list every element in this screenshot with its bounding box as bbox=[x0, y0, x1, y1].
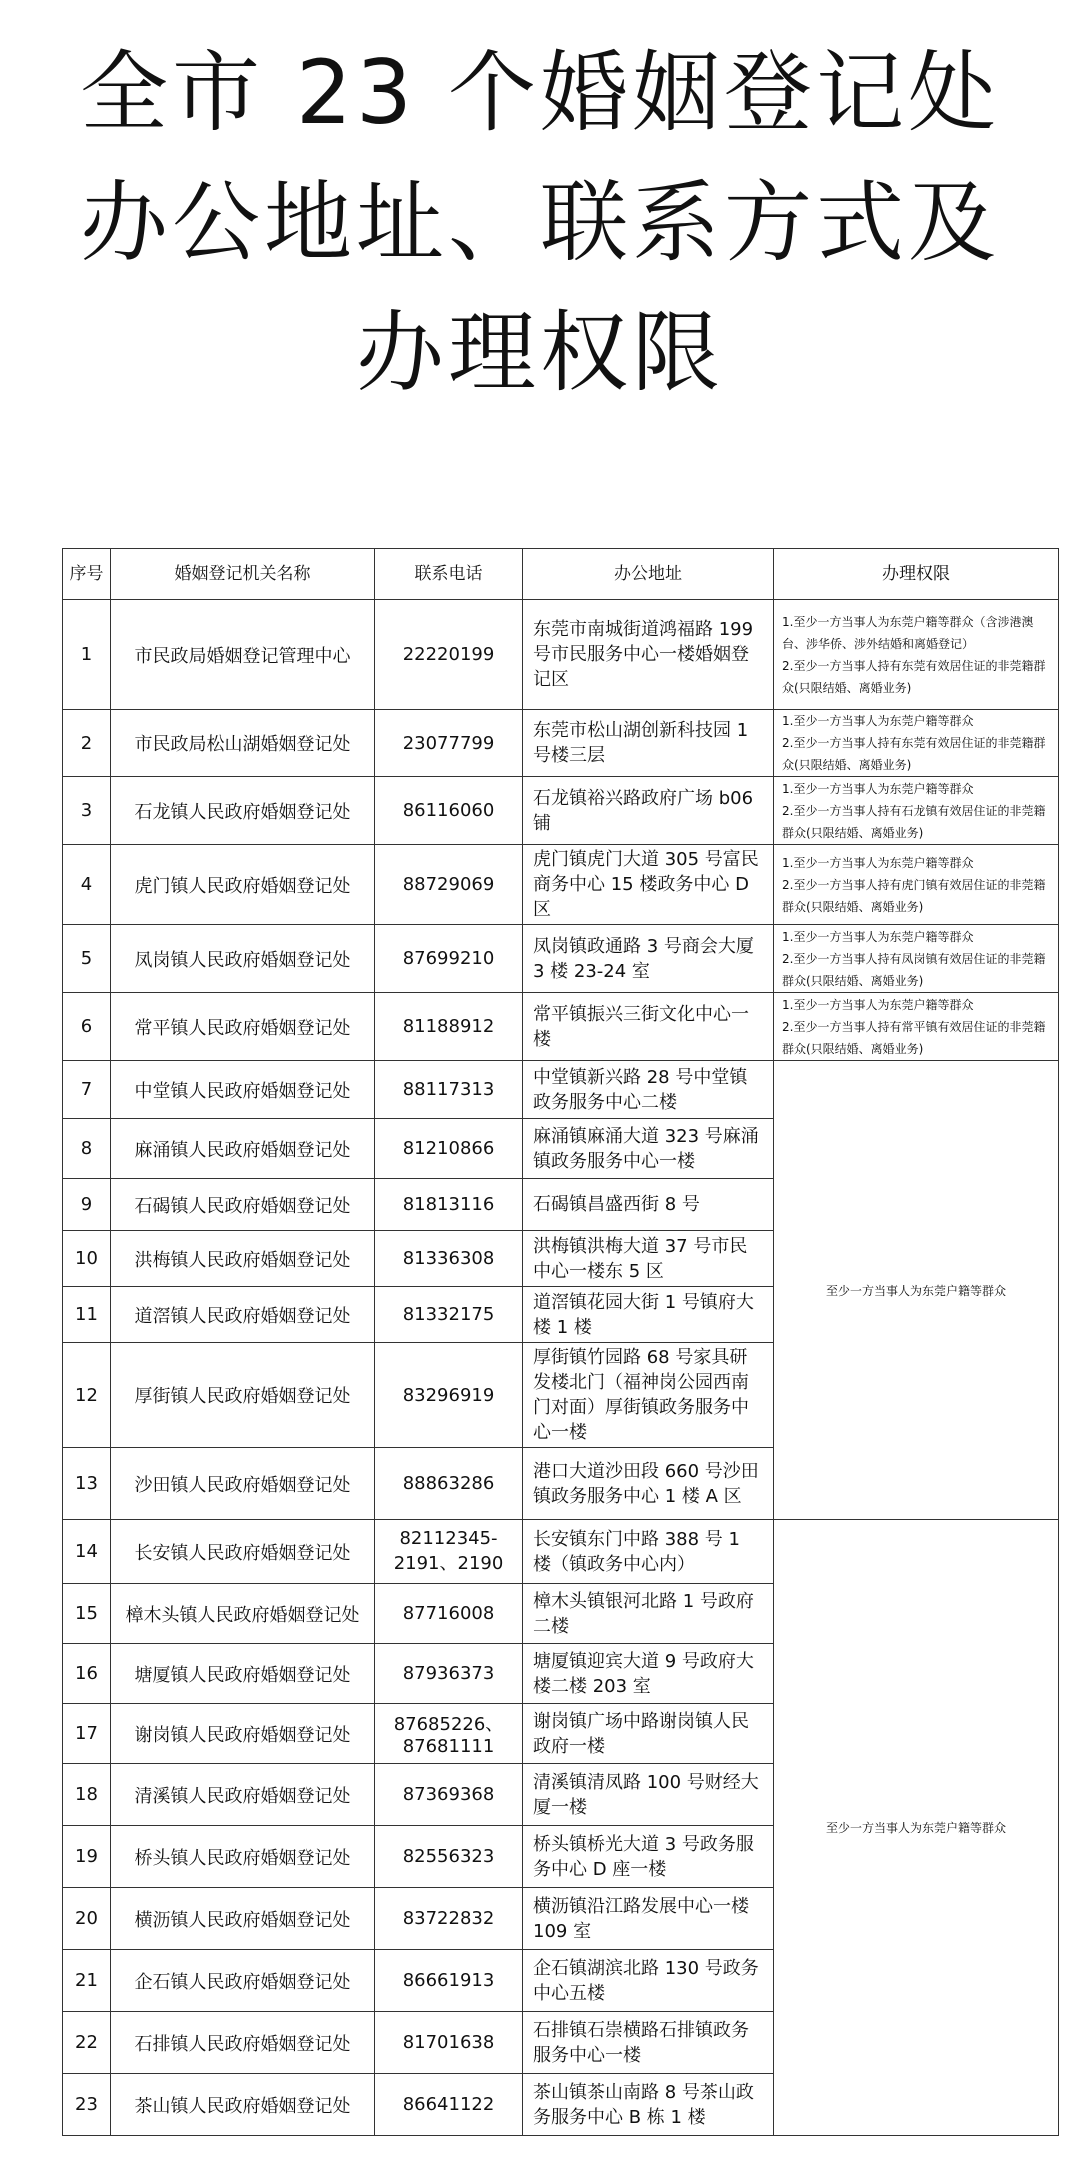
row-phone: 87685226、87681111 bbox=[375, 1704, 523, 1764]
row-permission bbox=[774, 993, 1059, 1061]
row-name: 道滘镇人民政府婚姻登记处 bbox=[111, 1287, 375, 1343]
row-name: 长安镇人民政府婚姻登记处 bbox=[111, 1520, 375, 1584]
row-name: 厚街镇人民政府婚姻登记处 bbox=[111, 1343, 375, 1448]
row-phone: 88729069 bbox=[375, 845, 523, 925]
row-phone: 87699210 bbox=[375, 925, 523, 993]
header-phone: 联系电话 bbox=[375, 549, 523, 600]
row-address: 道滘镇花园大街 1 号镇府大楼 1 楼 bbox=[523, 1287, 774, 1343]
row-no: 11 bbox=[63, 1287, 111, 1343]
table-row bbox=[63, 925, 1059, 993]
header-name: 婚姻登记机关名称 bbox=[111, 549, 375, 600]
row-permission bbox=[774, 710, 1059, 777]
row-no: 15 bbox=[63, 1584, 111, 1644]
row-permission bbox=[774, 925, 1059, 993]
row-address: 桥头镇桥光大道 3 号政务服务中心 D 座一楼 bbox=[523, 1826, 774, 1888]
row-no: 9 bbox=[63, 1179, 111, 1231]
table-header-row bbox=[63, 549, 1059, 600]
row-name: 常平镇人民政府婚姻登记处 bbox=[111, 993, 375, 1061]
row-name: 市民政局婚姻登记管理中心 bbox=[111, 600, 375, 710]
permission-item: 1.至少一方当事人为东莞户籍等群众 bbox=[782, 781, 974, 796]
permission-item: 1.至少一方当事人为东莞户籍等群众 bbox=[782, 855, 974, 870]
row-no: 19 bbox=[63, 1826, 111, 1888]
row-phone: 86641122 bbox=[375, 2074, 523, 2136]
table-row bbox=[63, 600, 1059, 710]
row-address: 港口大道沙田段 660 号沙田镇政务服务中心 1 楼 A 区 bbox=[523, 1448, 774, 1520]
row-no: 7 bbox=[63, 1061, 111, 1119]
header-address: 办公地址 bbox=[523, 549, 774, 600]
row-name: 谢岗镇人民政府婚姻登记处 bbox=[111, 1704, 375, 1764]
row-no: 14 bbox=[63, 1520, 111, 1584]
row-address: 清溪镇清凤路 100 号财经大厦一楼 bbox=[523, 1764, 774, 1826]
row-phone: 81188912 bbox=[375, 993, 523, 1061]
row-address: 谢岗镇广场中路谢岗镇人民政府一楼 bbox=[523, 1704, 774, 1764]
row-name: 塘厦镇人民政府婚姻登记处 bbox=[111, 1644, 375, 1704]
row-address: 茶山镇茶山南路 8 号茶山政务服务中心 B 栋 1 楼 bbox=[523, 2074, 774, 2136]
row-address: 凤岗镇政通路 3 号商会大厦 3 楼 23-24 室 bbox=[523, 925, 774, 993]
row-no: 12 bbox=[63, 1343, 111, 1448]
row-address: 石碣镇昌盛西街 8 号 bbox=[523, 1179, 774, 1231]
permission-item: 1.至少一方当事人为东莞户籍等群众 bbox=[782, 714, 974, 728]
table-row bbox=[63, 1061, 1059, 1119]
row-phone: 81210866 bbox=[375, 1119, 523, 1179]
row-phone: 82556323 bbox=[375, 1826, 523, 1888]
row-no: 3 bbox=[63, 777, 111, 845]
table-row bbox=[63, 777, 1059, 845]
row-no: 21 bbox=[63, 1950, 111, 2012]
row-phone: 88863286 bbox=[375, 1448, 523, 1520]
row-address: 常平镇振兴三街文化中心一楼 bbox=[523, 993, 774, 1061]
row-address: 企石镇湖滨北路 130 号政务中心五楼 bbox=[523, 1950, 774, 2012]
row-phone: 83296919 bbox=[375, 1343, 523, 1448]
row-no: 5 bbox=[63, 925, 111, 993]
row-phone: 87369368 bbox=[375, 1764, 523, 1826]
row-permission bbox=[774, 777, 1059, 845]
row-name: 石排镇人民政府婚姻登记处 bbox=[111, 2012, 375, 2074]
title-line-3: 办理权限 bbox=[355, 301, 724, 404]
row-name: 麻涌镇人民政府婚姻登记处 bbox=[111, 1119, 375, 1179]
row-name: 企石镇人民政府婚姻登记处 bbox=[111, 1950, 375, 2012]
permission-item: 2.至少一方当事人持有东莞有效居住证的非莞籍群众(只限结婚、离婚业务) bbox=[782, 658, 1046, 695]
merged-permission-b: 至少一方当事人为东莞户籍等群众 bbox=[774, 1520, 1059, 2136]
row-name: 樟木头镇人民政府婚姻登记处 bbox=[111, 1584, 375, 1644]
row-phone: 86116060 bbox=[375, 777, 523, 845]
row-no: 16 bbox=[63, 1644, 111, 1704]
permission-item: 2.至少一方当事人持有凤岗镇有效居住证的非莞籍群众(只限结婚、离婚业务) bbox=[782, 951, 1046, 988]
row-name: 中堂镇人民政府婚姻登记处 bbox=[111, 1061, 375, 1119]
header-permission: 办理权限 bbox=[774, 549, 1059, 600]
table-row bbox=[63, 710, 1059, 777]
row-name: 桥头镇人民政府婚姻登记处 bbox=[111, 1826, 375, 1888]
permission-item: 2.至少一方当事人持有石龙镇有效居住证的非莞籍群众(只限结婚、离婚业务) bbox=[782, 803, 1046, 840]
row-address: 石龙镇裕兴路政府广场 b06 铺 bbox=[523, 777, 774, 845]
registry-table-container bbox=[62, 548, 1058, 2136]
row-name: 茶山镇人民政府婚姻登记处 bbox=[111, 2074, 375, 2136]
title-line-1: 全市 23 个婚姻登记处 bbox=[80, 41, 1000, 144]
row-no: 8 bbox=[63, 1119, 111, 1179]
row-no: 18 bbox=[63, 1764, 111, 1826]
row-address: 厚街镇竹园路 68 号家具研发楼北门（福神岗公园西南门对面）厚街镇政务服务中心一楼 bbox=[523, 1343, 774, 1448]
row-phone: 81332175 bbox=[375, 1287, 523, 1343]
row-no: 4 bbox=[63, 845, 111, 925]
row-phone: 81813116 bbox=[375, 1179, 523, 1231]
registry-table bbox=[62, 548, 1059, 2136]
permission-item: 2.至少一方当事人持有东莞有效居住证的非莞籍群众(只限结婚、离婚业务) bbox=[782, 736, 1046, 772]
row-address: 长安镇东门中路 388 号 1 楼（镇政务中心内） bbox=[523, 1520, 774, 1584]
permission-item: 2.至少一方当事人持有常平镇有效居住证的非莞籍群众(只限结婚、离婚业务) bbox=[782, 1019, 1046, 1056]
row-name: 凤岗镇人民政府婚姻登记处 bbox=[111, 925, 375, 993]
row-address: 中堂镇新兴路 28 号中堂镇政务服务中心二楼 bbox=[523, 1061, 774, 1119]
row-no: 6 bbox=[63, 993, 111, 1061]
row-name: 石龙镇人民政府婚姻登记处 bbox=[111, 777, 375, 845]
row-phone: 22220199 bbox=[375, 600, 523, 710]
row-name: 沙田镇人民政府婚姻登记处 bbox=[111, 1448, 375, 1520]
header-no: 序号 bbox=[63, 549, 111, 600]
row-no: 20 bbox=[63, 1888, 111, 1950]
row-address: 樟木头镇银河北路 1 号政府二楼 bbox=[523, 1584, 774, 1644]
row-no: 22 bbox=[63, 2012, 111, 2074]
row-address: 虎门镇虎门大道 305 号富民商务中心 15 楼政务中心 D 区 bbox=[523, 845, 774, 925]
permission-item: 1.至少一方当事人为东莞户籍等群众（含涉港澳台、涉华侨、涉外结婚和离婚登记） bbox=[782, 614, 1034, 651]
row-permission bbox=[774, 600, 1059, 710]
row-name: 虎门镇人民政府婚姻登记处 bbox=[111, 845, 375, 925]
row-name: 横沥镇人民政府婚姻登记处 bbox=[111, 1888, 375, 1950]
row-no: 13 bbox=[63, 1448, 111, 1520]
row-phone: 87716008 bbox=[375, 1584, 523, 1644]
row-address: 塘厦镇迎宾大道 9 号政府大楼二楼 203 室 bbox=[523, 1644, 774, 1704]
row-phone: 82112345-2191、2190 bbox=[375, 1520, 523, 1584]
row-name: 市民政局松山湖婚姻登记处 bbox=[111, 710, 375, 777]
page-title bbox=[0, 28, 1080, 418]
permission-item: 1.至少一方当事人为东莞户籍等群众 bbox=[782, 929, 974, 944]
row-no: 23 bbox=[63, 2074, 111, 2136]
row-no: 17 bbox=[63, 1704, 111, 1764]
permission-item: 1.至少一方当事人为东莞户籍等群众 bbox=[782, 997, 974, 1012]
row-address: 麻涌镇麻涌大道 323 号麻涌镇政务服务中心一楼 bbox=[523, 1119, 774, 1179]
row-address: 横沥镇沿江路发展中心一楼 109 室 bbox=[523, 1888, 774, 1950]
row-name: 石碣镇人民政府婚姻登记处 bbox=[111, 1179, 375, 1231]
row-address: 石排镇石崇横路石排镇政务服务中心一楼 bbox=[523, 2012, 774, 2074]
permission-item: 2.至少一方当事人持有虎门镇有效居住证的非莞籍群众(只限结婚、离婚业务) bbox=[782, 877, 1046, 914]
row-address: 东莞市松山湖创新科技园 1 号楼三层 bbox=[523, 710, 774, 777]
row-phone: 81701638 bbox=[375, 2012, 523, 2074]
row-permission bbox=[774, 845, 1059, 925]
row-phone: 86661913 bbox=[375, 1950, 523, 2012]
row-address: 东莞市南城街道鸿福路 199 号市民服务中心一楼婚姻登记区 bbox=[523, 600, 774, 710]
row-no: 10 bbox=[63, 1231, 111, 1287]
row-no: 2 bbox=[63, 710, 111, 777]
merged-permission-a: 至少一方当事人为东莞户籍等群众 bbox=[774, 1061, 1059, 1520]
row-phone: 87936373 bbox=[375, 1644, 523, 1704]
row-phone: 88117313 bbox=[375, 1061, 523, 1119]
row-name: 洪梅镇人民政府婚姻登记处 bbox=[111, 1231, 375, 1287]
row-phone: 81336308 bbox=[375, 1231, 523, 1287]
row-phone: 23077799 bbox=[375, 710, 523, 777]
table-row bbox=[63, 993, 1059, 1061]
row-address: 洪梅镇洪梅大道 37 号市民中心一楼东 5 区 bbox=[523, 1231, 774, 1287]
row-name: 清溪镇人民政府婚姻登记处 bbox=[111, 1764, 375, 1826]
title-line-2: 办公地址、联系方式及 bbox=[79, 171, 1000, 274]
table-row bbox=[63, 845, 1059, 925]
row-no: 1 bbox=[63, 600, 111, 710]
row-phone: 83722832 bbox=[375, 1888, 523, 1950]
table-row bbox=[63, 1520, 1059, 1584]
